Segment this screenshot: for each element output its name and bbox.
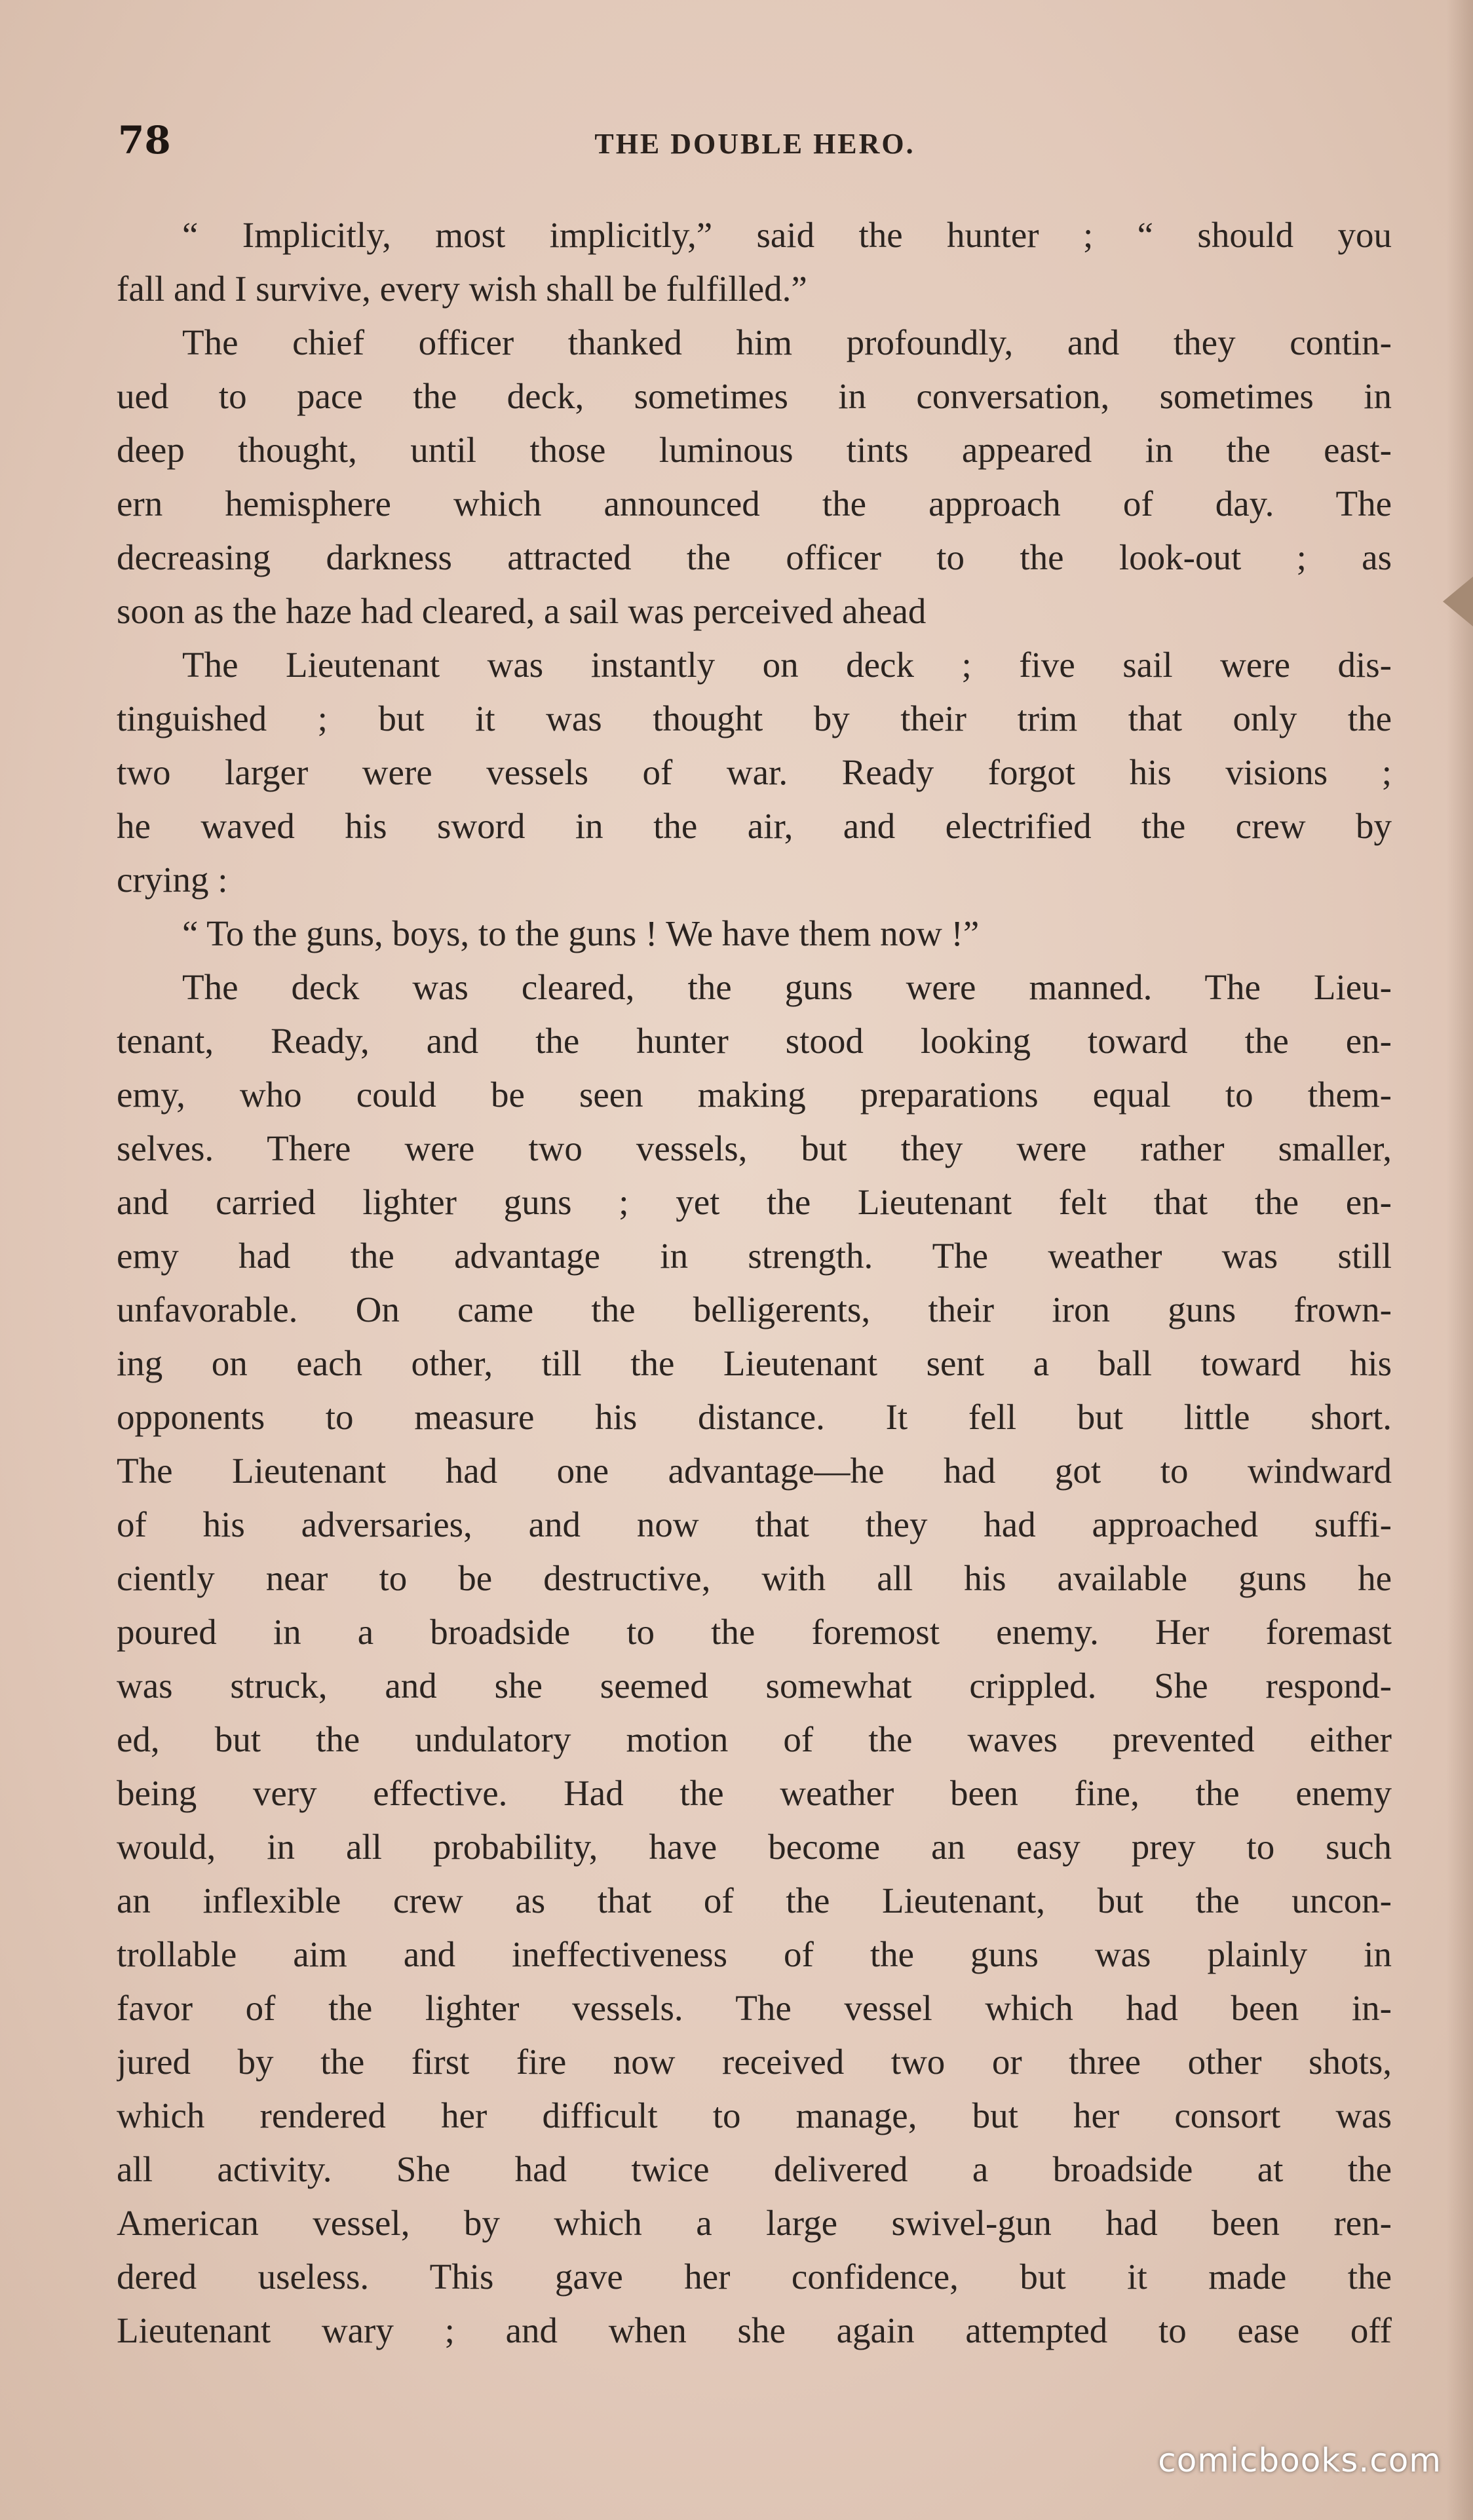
text-line: “ Implicitly, most implicitly,” said the hunter ; “ should you (182, 215, 1392, 255)
text-line: tinguished ; but it was thought by their trim that only the (117, 698, 1392, 738)
text-line: selves. There were two vessels, but they were rather smaller, (117, 1128, 1392, 1168)
text-line: “ To the guns, boys, to the guns ! We have them now !” (182, 913, 980, 953)
text-line: of his adversaries, and now that they had approached suffi- (117, 1504, 1392, 1544)
text-line: soon as the haze had cleared, a sail was perceived ahead (117, 591, 927, 631)
text-line: The Lieutenant was instantly on deck ; five sail were dis- (182, 645, 1392, 685)
text-line: ed, but the undulatory motion of the waves prevented either (117, 1719, 1392, 1759)
text-line: ern hemisphere which announced the approach of day. The (117, 484, 1392, 524)
text-line: and carried lighter guns ; yet the Lieutenant felt that the en- (117, 1182, 1392, 1222)
text-line: ing on each other, till the Lieutenant sent a ball toward his (117, 1343, 1392, 1383)
text-line: was struck, and she seemed somewhat crippled. She respond- (117, 1666, 1392, 1706)
torn-edge-mark (1443, 577, 1473, 626)
text-line: jured by the first fire now received two or three other shots, (117, 2042, 1392, 2082)
page-header (118, 110, 1392, 169)
text-line: fall and I survive, every wish shall be fulfilled.” (117, 269, 807, 309)
text-line: emy had the advantage in strength. The weather was still (117, 1236, 1392, 1276)
text-line: emy, who could be seen making preparations equal to them- (117, 1075, 1392, 1115)
text-line: ciently near to be destructive, with all his available guns he (117, 1558, 1392, 1598)
text-line: The chief officer thanked him profoundly, and they contin- (182, 322, 1392, 362)
text-line: an inflexible crew as that of the Lieutenant, but the uncon- (117, 1880, 1392, 1920)
text-line: dered useless. This gave her confidence, but it made the (117, 2257, 1392, 2297)
text-line: being very effective. Had the weather been fine, the enemy (117, 1773, 1392, 1813)
page-number: 78 (118, 118, 171, 162)
text-line: ued to pace the deck, sometimes in conversation, sometimes in (117, 376, 1392, 416)
text-line: opponents to measure his distance. It fell but little short. (117, 1397, 1392, 1437)
page-edge-shadow (1447, 0, 1473, 2520)
text-line: tenant, Ready, and the hunter stood looking toward the en- (117, 1021, 1392, 1061)
watermark: comicbooks.com (1158, 2441, 1442, 2479)
text-line: deep thought, until those luminous tints appeared in the east- (117, 430, 1392, 470)
text-line: all activity. She had twice delivered a broadside at the (117, 2149, 1392, 2189)
body-text (117, 208, 1392, 2358)
running-head: THE DOUBLE HERO. (594, 128, 915, 160)
text-line: which rendered her difficult to manage, but her consort was (117, 2095, 1392, 2135)
text-line: unfavorable. On came the belligerents, their iron guns frown- (117, 1289, 1392, 1329)
text-line: he waved his sword in the air, and electrified the crew by (117, 806, 1392, 846)
text-line: trollable aim and ineffectiveness of the guns was plainly in (117, 1934, 1392, 1974)
text-line: crying : (117, 860, 228, 900)
text-line: would, in all probability, have become an easy prey to such (117, 1827, 1392, 1867)
text-line: favor of the lighter vessels. The vessel which had been in- (117, 1988, 1392, 2028)
text-line: The Lieutenant had one advantage—he had got to windward (117, 1451, 1392, 1491)
text-line: American vessel, by which a large swivel-gun had been ren- (117, 2203, 1392, 2243)
text-line: Lieutenant wary ; and when she again attempted to ease off (117, 2310, 1392, 2350)
text-line: poured in a broadside to the foremost enemy. Her foremast (117, 1612, 1392, 1652)
text-line: two larger were vessels of war. Ready forgot his visions ; (117, 752, 1392, 792)
text-line: The deck was cleared, the guns were manned. The Lieu- (182, 967, 1392, 1007)
text-line: decreasing darkness attracted the officer to the look-out ; as (117, 537, 1392, 577)
